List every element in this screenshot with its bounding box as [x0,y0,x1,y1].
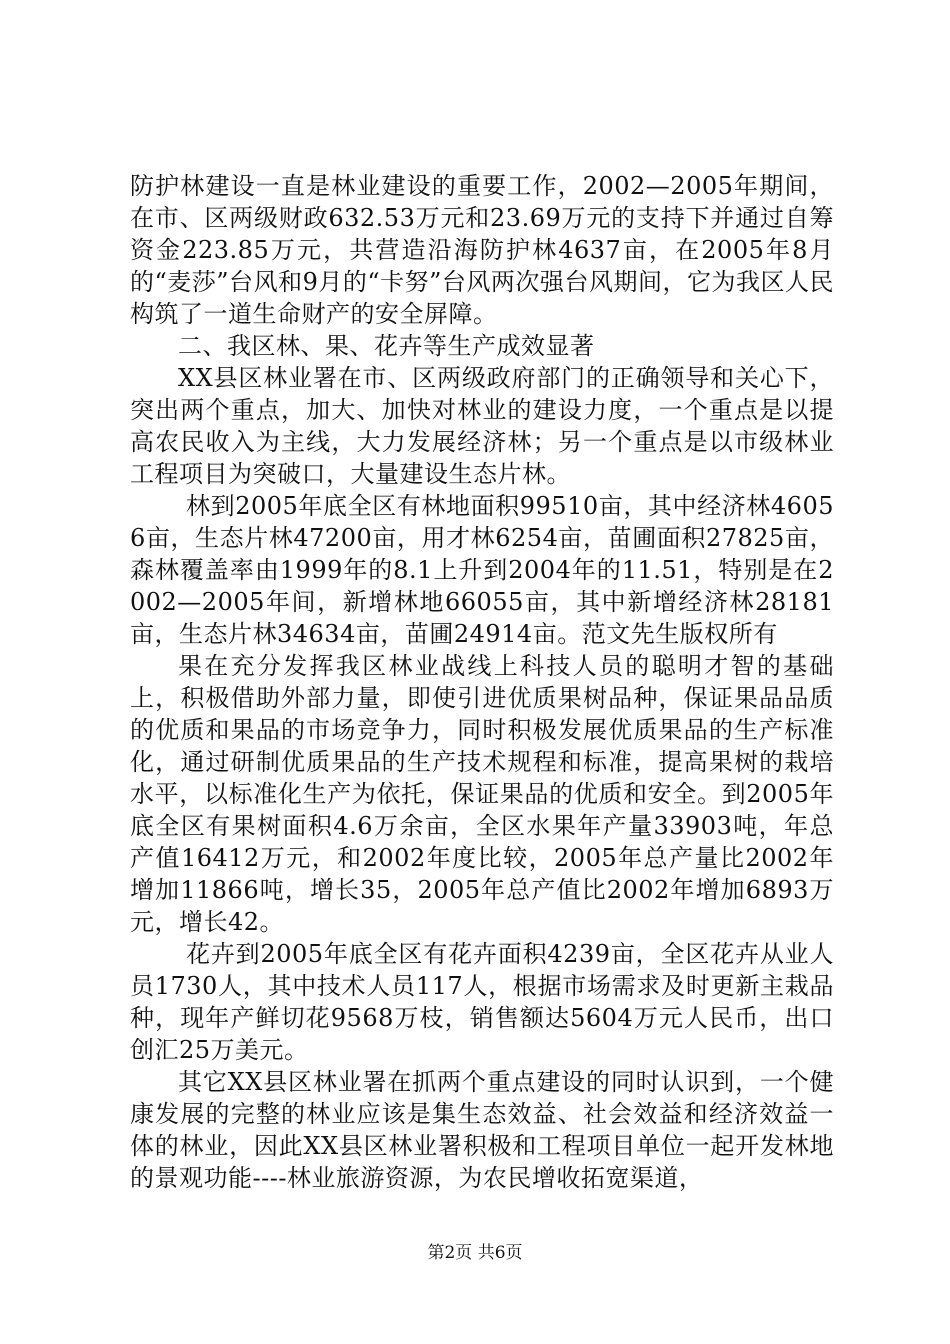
paragraph-coastal-shelter-forest: 防护林建设一直是林业建设的重要工作，2002—2005年期间，在市、区两级财政632.53万元和23.69万元的支持下并通过自筹资金223.85万元，共营造沿海防护林4637亩，在2005年8月的“麦莎”台风和9月的“卡努”台风两次强台风期间，它为我区人民构筑了一道生命财产的安全屏障。 [130,172,834,328]
document-body [130,170,834,1194]
paragraph-fruit-production: 果在充分发挥我区林业战线上科技人员的聪明才智的基础上，积极借助外部力量，即使引进优质果树品种，保证果品品质的优质和果品的市场竞争力，同时积极发展优质果品的生产标准化，通过研制优质果品的生产技术规程和标准，提高果树的栽培水平，以标准化生产为依托，保证果品的优质和安全。到2005年底全区有果树面积4.6万余亩，全区水果年产量33903吨，年总产值16412万元，和2002年度比较，2005年总产量比2002年增加11866吨，增长35，2005年总产值比2002年增加6893万元，增长42。 [130,652,834,936]
section-heading-achievements: 二、我区林、果、花卉等生产成效显著 [178,332,595,360]
paragraph-flower-production: 花卉到2005年底全区有花卉面积4239亩，全区花卉从业人员1730人，其中技术人员117人，根据市场需求及时更新主栽品种，现年产鲜切花9568万枝，销售额达5604万元人民币，出口创汇25万美元。 [130,940,834,1064]
paragraph-forest-area: 林到2005年底全区有林地面积99510亩，其中经济林46056亩，生态片林47200亩，用才林6254亩，苗圃面积27825亩，森林覆盖率由1999年的8.1上升到2004年的11.51，特别是在2002—2005年间，新增林地66055亩，其中新增经济林28181亩，生态片林34634亩，苗圃24914亩。范文先生版权所有 [130,492,834,648]
page-number-footer: 第2页 共6页 [427,1243,523,1263]
paragraph-forestry-overview: XX县区林业署在市、区两级政府部门的正确领导和关心下，突出两个重点，加大、加快对林业的建设力度，一个重点是以提高农民收入为主线，大力发展经济林；另一个重点是以市级林业工程项目为突破口，大量建设生态片林。 [130,364,834,488]
paragraph-other-tourism: 其它XX县区林业署在抓两个重点建设的同时认识到，一个健康发展的完整的林业应该是集生态效益、社会效益和经济效益一体的林业，因此XX县区林业署积极和工程项目单位一起开发林地的景观功能----林业旅游资源，为农民增收拓宽渠道， [130,1068,834,1192]
